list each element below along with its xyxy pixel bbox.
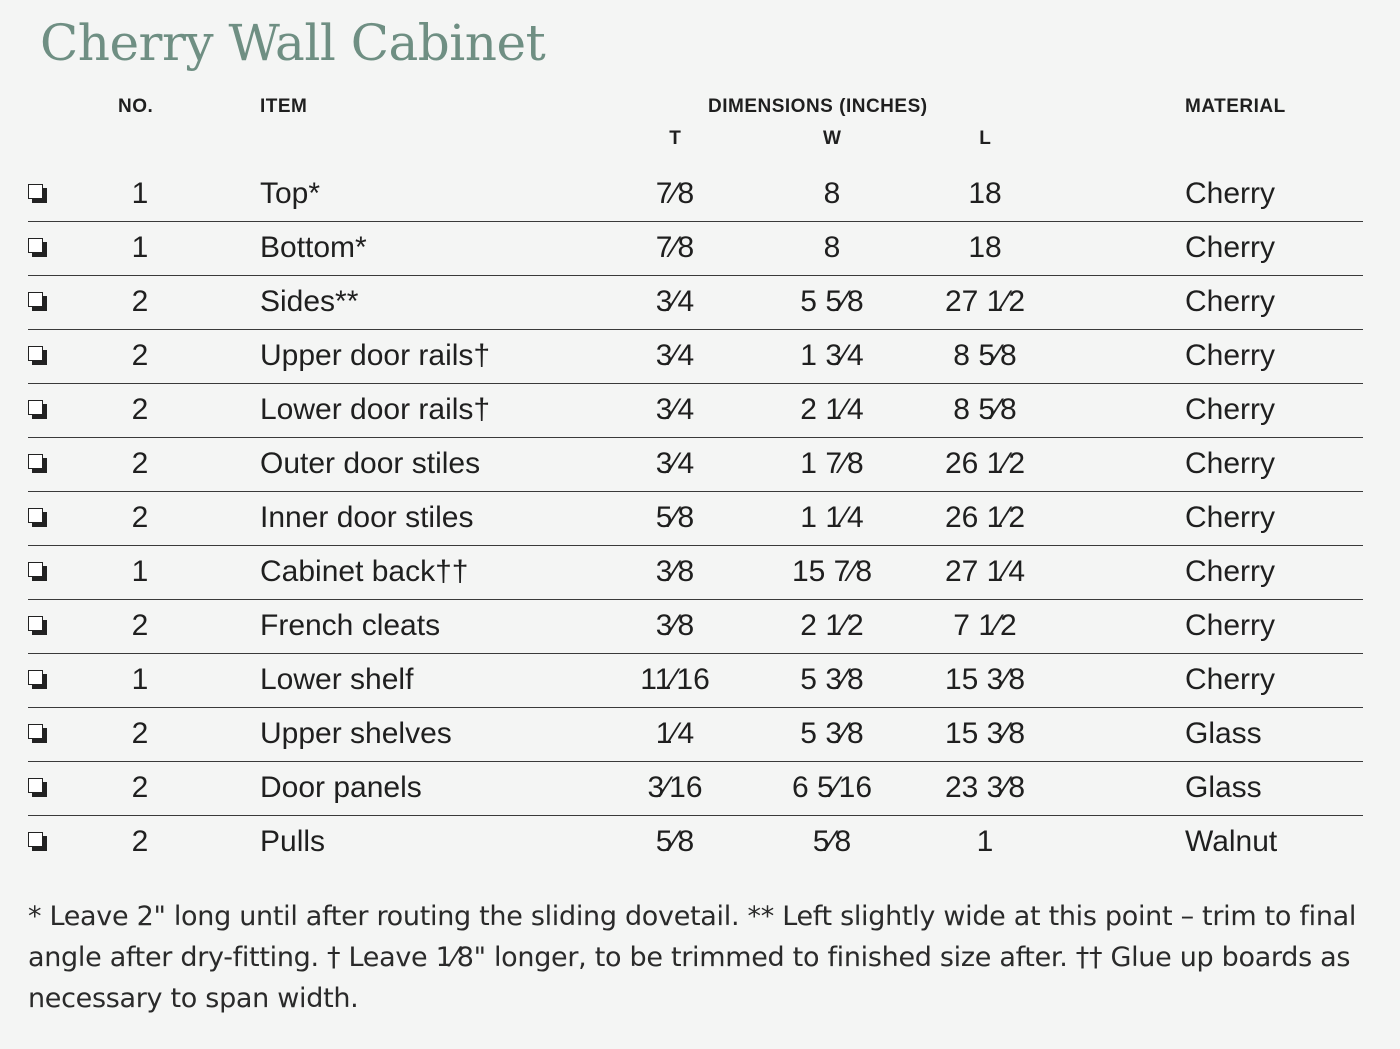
item-cell: Top* xyxy=(260,177,321,210)
checkbox-icon[interactable] xyxy=(28,292,48,312)
thickness-cell: 3⁄16 xyxy=(647,771,703,804)
quantity-cell: 2 xyxy=(131,339,149,372)
length-cell: 18 xyxy=(968,177,1002,210)
table-row xyxy=(0,654,1400,708)
checkbox-icon[interactable] xyxy=(28,508,48,528)
quantity-cell: 1 xyxy=(131,663,149,696)
material-cell: Cherry xyxy=(1185,663,1276,696)
thickness-cell: 5⁄8 xyxy=(655,501,695,534)
width-cell: 5⁄8 xyxy=(812,825,852,858)
table-row xyxy=(0,330,1400,384)
item-cell: Lower shelf xyxy=(260,663,414,696)
width-cell: 15 7⁄8 xyxy=(791,555,873,588)
checkbox-icon[interactable] xyxy=(28,616,48,636)
material-cell: Cherry xyxy=(1185,231,1276,264)
length-cell: 23 3⁄8 xyxy=(944,771,1026,804)
table-row xyxy=(0,438,1400,492)
length-cell: 15 3⁄8 xyxy=(944,717,1026,750)
header-item: ITEM xyxy=(260,96,308,117)
width-cell: 1 3⁄4 xyxy=(800,339,864,372)
material-cell: Glass xyxy=(1185,717,1262,750)
quantity-cell: 2 xyxy=(131,717,149,750)
table-row xyxy=(0,222,1400,276)
thickness-cell: 11⁄16 xyxy=(640,663,710,696)
width-cell: 5 5⁄8 xyxy=(800,285,864,318)
quantity-cell: 1 xyxy=(131,177,149,210)
item-cell: Upper door rails† xyxy=(260,339,491,372)
item-cell: Lower door rails† xyxy=(260,393,491,426)
checkbox-icon[interactable] xyxy=(28,238,48,258)
width-cell: 1 7⁄8 xyxy=(800,447,864,480)
thickness-cell: 7⁄8 xyxy=(655,231,695,264)
thickness-cell: 5⁄8 xyxy=(655,825,695,858)
length-cell: 8 5⁄8 xyxy=(953,339,1017,372)
length-cell: 15 3⁄8 xyxy=(944,663,1026,696)
checkbox-icon[interactable] xyxy=(28,562,48,582)
width-cell: 5 3⁄8 xyxy=(800,717,864,750)
thickness-cell: 3⁄4 xyxy=(655,447,695,480)
page-title: Cherry Wall Cabinet xyxy=(40,14,546,72)
item-cell: Bottom* xyxy=(260,231,367,264)
checkbox-icon[interactable] xyxy=(28,400,48,420)
item-cell: Door panels xyxy=(260,771,422,804)
table-row xyxy=(0,384,1400,438)
material-cell: Cherry xyxy=(1185,501,1276,534)
material-cell: Cherry xyxy=(1185,285,1276,318)
item-cell: Outer door stiles xyxy=(260,447,481,480)
header-l: L xyxy=(979,128,991,149)
material-cell: Cherry xyxy=(1185,447,1276,480)
table-row xyxy=(0,600,1400,654)
material-cell: Cherry xyxy=(1185,177,1276,210)
thickness-cell: 1⁄4 xyxy=(655,717,695,750)
width-cell: 5 3⁄8 xyxy=(800,663,864,696)
table-row xyxy=(0,816,1400,870)
header-dimensions: DIMENSIONS (INCHES) xyxy=(708,96,928,117)
quantity-cell: 2 xyxy=(131,285,149,318)
width-cell: 2 1⁄2 xyxy=(800,609,864,642)
quantity-cell: 1 xyxy=(131,555,149,588)
table-row xyxy=(0,762,1400,816)
table-row xyxy=(0,492,1400,546)
checkbox-icon[interactable] xyxy=(28,778,48,798)
length-cell: 26 1⁄2 xyxy=(944,447,1026,480)
table-row xyxy=(0,708,1400,762)
length-cell: 26 1⁄2 xyxy=(944,501,1026,534)
quantity-cell: 2 xyxy=(131,825,149,858)
width-cell: 8 xyxy=(823,177,841,210)
checkbox-icon[interactable] xyxy=(28,184,48,204)
material-cell: Cherry xyxy=(1185,393,1276,426)
footnotes: * Leave 2" long until after routing the sliding dovetail. ** Left slightly wide at this point – trim to final angle after dry-fitting. † Leave 1⁄8" longer, to be trimmed to finished size after. †† Glue up boards as necessary to span width. xyxy=(28,901,1357,1014)
thickness-cell: 3⁄4 xyxy=(655,339,695,372)
checkbox-icon[interactable] xyxy=(28,346,48,366)
quantity-cell: 2 xyxy=(131,393,149,426)
material-cell: Cherry xyxy=(1185,555,1276,588)
quantity-cell: 2 xyxy=(131,501,149,534)
length-cell: 8 5⁄8 xyxy=(953,393,1017,426)
header-material: MATERIAL xyxy=(1185,96,1286,117)
length-cell: 1 xyxy=(976,825,994,858)
thickness-cell: 3⁄8 xyxy=(655,555,695,588)
quantity-cell: 1 xyxy=(131,231,149,264)
header-no: NO. xyxy=(118,96,154,117)
checkbox-icon[interactable] xyxy=(28,832,48,852)
length-cell: 18 xyxy=(968,231,1002,264)
width-cell: 2 1⁄4 xyxy=(800,393,864,426)
material-cell: Walnut xyxy=(1185,825,1278,858)
checkbox-icon[interactable] xyxy=(28,454,48,474)
material-cell: Cherry xyxy=(1185,609,1276,642)
table-row xyxy=(0,546,1400,600)
checkbox-icon[interactable] xyxy=(28,670,48,690)
thickness-cell: 3⁄4 xyxy=(655,393,695,426)
length-cell: 27 1⁄4 xyxy=(944,555,1026,588)
item-cell: French cleats xyxy=(260,609,441,642)
length-cell: 27 1⁄2 xyxy=(944,285,1026,318)
width-cell: 1 1⁄4 xyxy=(800,501,864,534)
header-t: T xyxy=(669,128,681,149)
header-w: W xyxy=(823,128,841,149)
width-cell: 8 xyxy=(823,231,841,264)
quantity-cell: 2 xyxy=(131,771,149,804)
item-cell: Pulls xyxy=(260,825,326,858)
table-row xyxy=(0,168,1400,222)
item-cell: Inner door stiles xyxy=(260,501,474,534)
thickness-cell: 3⁄4 xyxy=(655,285,695,318)
thickness-cell: 7⁄8 xyxy=(655,177,695,210)
thickness-cell: 3⁄8 xyxy=(655,609,695,642)
quantity-cell: 2 xyxy=(131,609,149,642)
width-cell: 6 5⁄16 xyxy=(791,771,873,804)
checkbox-icon[interactable] xyxy=(28,724,48,744)
material-cell: Glass xyxy=(1185,771,1262,804)
item-cell: Cabinet back†† xyxy=(260,555,469,588)
length-cell: 7 1⁄2 xyxy=(953,609,1017,642)
material-cell: Cherry xyxy=(1185,339,1276,372)
item-cell: Sides** xyxy=(260,285,359,318)
item-cell: Upper shelves xyxy=(260,717,452,750)
table-row xyxy=(0,276,1400,330)
quantity-cell: 2 xyxy=(131,447,149,480)
